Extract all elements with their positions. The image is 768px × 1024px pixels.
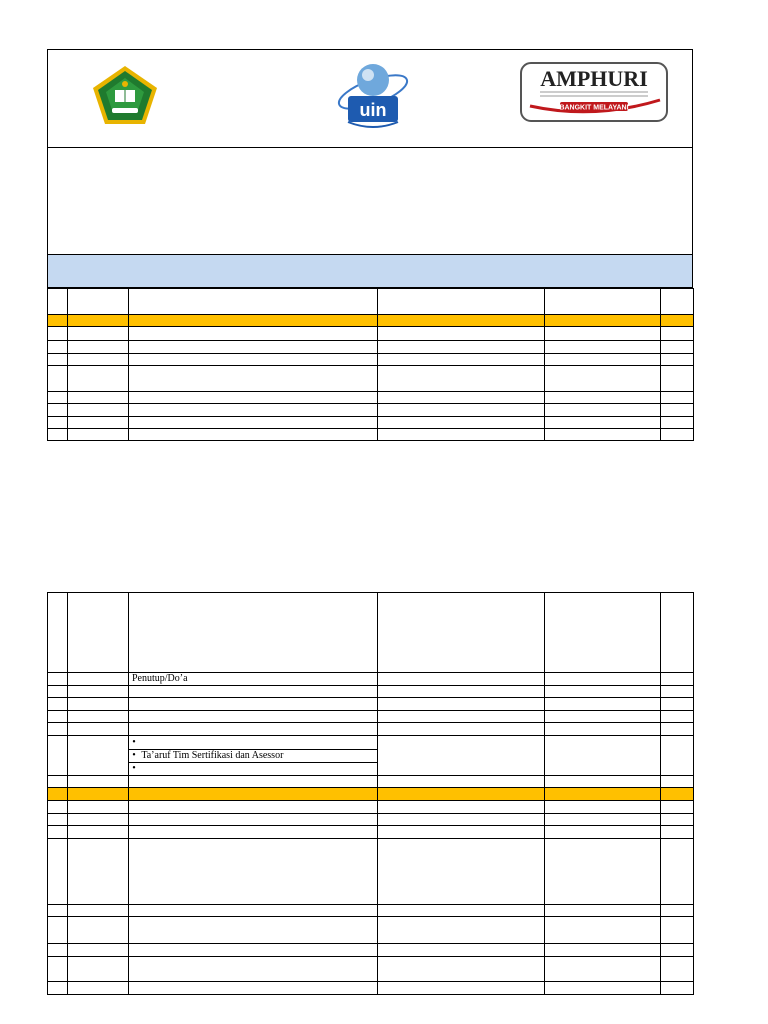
table-row [48,957,694,982]
section-band [47,255,693,288]
table-row [48,404,694,417]
list-item: • [132,737,136,748]
svg-text:BANGKIT MELAYANI: BANGKIT MELAYANI [559,104,629,112]
table-row [48,354,694,366]
table-row [48,814,694,826]
table-row [48,917,694,944]
penutup-cell: Penutup/Do’a [129,673,378,686]
amphuri-logo-icon [520,62,668,122]
table-row [48,392,694,404]
svg-text:AMPHURI: AMPHURI [540,66,648,91]
table-row [48,686,694,698]
table-row [48,417,694,429]
table-row [48,289,694,315]
table-row [48,341,694,354]
bullet-list [129,737,377,775]
highlight-row [48,315,694,327]
table-row [48,711,694,723]
highlight-row [48,788,694,801]
table-row [48,826,694,839]
table-row [48,944,694,957]
table-row [48,839,694,905]
document-header [47,49,693,255]
schedule-table-top [47,288,694,441]
table-row [48,736,694,776]
table-row [48,366,694,392]
table-row [48,429,694,441]
table-row [48,801,694,814]
table-row [48,982,694,995]
table-row [48,905,694,917]
list-item: • [132,763,136,774]
svg-text:uin: uin [359,100,387,120]
table-row [48,723,694,736]
bullet-cell [129,736,378,776]
table-row [48,776,694,788]
list-item: • Ta’aruf Tim Sertifikasi dan Asessor [129,749,377,763]
table-row [48,593,694,673]
table-row [48,673,694,686]
kemenag-emblem-icon [90,64,160,126]
uin-logo-icon [328,58,418,136]
table-row [48,327,694,341]
logo-row [48,50,692,148]
table-row [48,698,694,711]
schedule-table-bottom [47,592,694,995]
